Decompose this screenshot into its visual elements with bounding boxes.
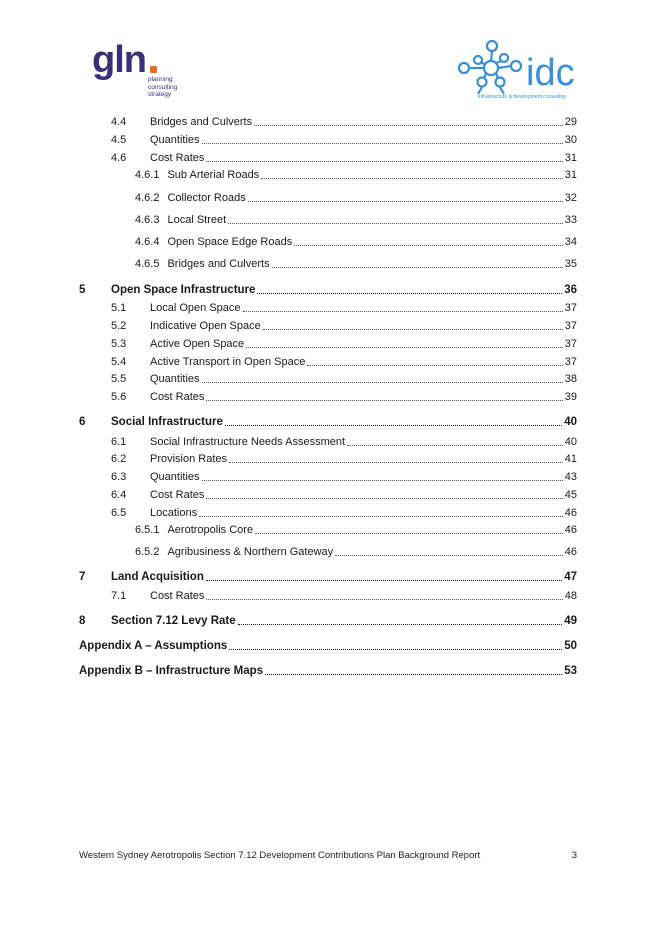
toc-entry[interactable] xyxy=(79,637,577,653)
idc-logo-tagline: infrastructure & development consulting xyxy=(478,94,566,100)
toc-dot-leader xyxy=(202,381,563,383)
toc-entry-title: Cost Rates xyxy=(150,489,205,501)
toc-entry-page: 36 xyxy=(564,284,577,296)
toc-entry-page: 46 xyxy=(564,524,577,536)
toc-entry[interactable] xyxy=(111,433,577,449)
toc-entry-number: 4.6.4 xyxy=(135,236,160,248)
toc-entry-title: Cost Rates xyxy=(150,391,205,403)
toc-entry-page: 45 xyxy=(564,489,577,501)
footer-page-number: 3 xyxy=(571,850,577,861)
toc-entry-number: 7.1 xyxy=(111,590,127,602)
toc-entry[interactable] xyxy=(111,299,577,315)
toc-entry-page: 46 xyxy=(564,546,577,558)
toc-entry-number: 8 xyxy=(79,615,86,627)
toc-entry-page: 48 xyxy=(564,590,577,602)
toc-dot-leader xyxy=(246,346,563,348)
toc-entry-page: 31 xyxy=(564,152,577,164)
toc-entry-page: 39 xyxy=(564,391,577,403)
toc-entry-number: 5.6 xyxy=(111,391,127,403)
toc-entry-title: Active Transport in Open Space xyxy=(150,356,306,368)
toc-entry-number: 6.2 xyxy=(111,453,127,465)
toc-entry-number: 4.5 xyxy=(111,134,127,146)
toc-entry[interactable] xyxy=(79,281,577,297)
toc-entry-title xyxy=(135,235,292,249)
toc-dot-leader xyxy=(255,532,563,534)
toc-entry[interactable] xyxy=(111,468,577,484)
toc-entry-number: 6.5.1 xyxy=(135,524,160,536)
toc-dot-leader xyxy=(206,160,562,162)
toc-entry-title: Active Open Space xyxy=(150,338,245,350)
toc-entry[interactable] xyxy=(111,388,577,404)
toc-entry[interactable] xyxy=(111,335,577,351)
toc-entry[interactable] xyxy=(111,450,577,466)
toc-entry-title: Land Acquisition xyxy=(111,571,204,583)
toc-entry-number: 5 xyxy=(79,284,86,296)
toc-dot-leader xyxy=(272,266,563,268)
toc-entry-number: 4.6.2 xyxy=(135,192,160,204)
toc-dot-leader xyxy=(225,424,562,426)
toc-entry-title: Indicative Open Space xyxy=(150,320,261,332)
toc-entry[interactable] xyxy=(135,189,577,205)
toc-dot-leader xyxy=(265,673,562,675)
toc-entry-number: 6.5 xyxy=(111,507,127,519)
toc-dot-leader xyxy=(254,124,563,126)
toc-entry[interactable] xyxy=(111,370,577,386)
toc-entry-label: Collector Roads xyxy=(167,192,246,204)
toc-entry-label: Bridges and Culverts xyxy=(167,258,270,270)
toc-entry-page: 40 xyxy=(564,436,577,448)
toc-entry-title: Open Space Infrastructure xyxy=(111,284,256,296)
toc-dot-leader xyxy=(229,461,563,463)
toc-entry-page: 41 xyxy=(564,453,577,465)
toc-entry-page: 46 xyxy=(564,507,577,519)
toc-entry-number: 4.6.5 xyxy=(135,258,160,270)
toc-dot-leader xyxy=(199,515,563,517)
toc-entry-page: 43 xyxy=(564,471,577,483)
toc-entry-label: Agribusiness & Northern Gateway xyxy=(167,546,334,558)
toc-entry[interactable] xyxy=(111,149,577,165)
toc-dot-leader xyxy=(202,479,563,481)
toc-entry-number: 6.4 xyxy=(111,489,127,501)
toc-entry-title: Cost Rates xyxy=(150,590,205,602)
toc-entry[interactable] xyxy=(111,587,577,603)
toc-entry-number: 4.6.3 xyxy=(135,214,160,226)
toc-entry-title: Section 7.12 Levy Rate xyxy=(111,615,236,627)
toc-entry[interactable] xyxy=(111,113,577,129)
toc-dot-leader xyxy=(238,623,563,625)
idc-logo-word: idc xyxy=(526,52,575,94)
toc-dot-leader xyxy=(206,598,562,600)
toc-entry-title: Provision Rates xyxy=(150,453,228,465)
gln-logo-word: gln xyxy=(92,39,146,81)
toc-entry-title: Quantities xyxy=(150,373,200,385)
toc-entry-page: 40 xyxy=(564,416,577,428)
toc-entry-page: 53 xyxy=(564,665,577,677)
toc-entry[interactable] xyxy=(111,353,577,369)
toc-entry[interactable] xyxy=(111,317,577,333)
toc-entry-title xyxy=(135,523,253,537)
toc-entry-page: 35 xyxy=(564,258,577,270)
toc-entry-number: 7 xyxy=(79,571,86,583)
toc-entry[interactable] xyxy=(135,211,577,227)
toc-entry-title: Quantities xyxy=(150,471,200,483)
gln-logo-tagline: planning consulting strategy xyxy=(148,76,178,98)
toc-dot-leader xyxy=(243,310,563,312)
toc-entry[interactable] xyxy=(111,131,577,147)
toc-entry-title xyxy=(135,545,333,559)
toc-entry-number: 4.6 xyxy=(111,152,127,164)
toc-entry-page: 37 xyxy=(564,302,577,314)
toc-entry-title: Locations xyxy=(150,507,198,519)
toc-dot-leader xyxy=(206,497,562,499)
toc-entry-page: 33 xyxy=(564,214,577,226)
toc-entry-number: 5.4 xyxy=(111,356,127,368)
toc-entry-page: 31 xyxy=(564,169,577,181)
toc-entry-number: 5.1 xyxy=(111,302,127,314)
toc-entry-number: 6.5.2 xyxy=(135,546,160,558)
toc-entry-page: 30 xyxy=(564,134,577,146)
toc-entry-page: 47 xyxy=(564,571,577,583)
toc-entry-number: 6.1 xyxy=(111,436,127,448)
toc-entry-title xyxy=(135,257,270,271)
toc-entry-title: Social Infrastructure xyxy=(111,416,223,428)
toc-entry-title: Appendix A – Assumptions xyxy=(79,640,228,652)
toc-entry-label: Local Street xyxy=(167,214,227,226)
toc-dot-leader xyxy=(294,244,563,246)
toc-entry-number: 5.3 xyxy=(111,338,127,350)
toc-entry-title: Social Infrastructure Needs Assessment xyxy=(150,436,346,448)
toc-entry-number: 5.2 xyxy=(111,320,127,332)
toc-dot-leader xyxy=(335,554,563,556)
toc-dot-leader xyxy=(257,292,562,294)
toc-entry-title xyxy=(135,191,246,205)
toc-entry-page: 37 xyxy=(564,356,577,368)
toc-entry-label: Sub Arterial Roads xyxy=(167,169,260,181)
toc-dot-leader xyxy=(229,648,562,650)
toc-dot-leader xyxy=(307,364,562,366)
toc-entry[interactable] xyxy=(79,662,577,678)
toc-entry-page: 49 xyxy=(564,615,577,627)
toc-entry[interactable] xyxy=(135,233,577,249)
toc-entry-page: 38 xyxy=(564,373,577,385)
toc-dot-leader xyxy=(202,142,563,144)
toc-entry-page: 37 xyxy=(564,338,577,350)
toc-entry-number: 4.6.1 xyxy=(135,169,160,181)
toc-entry-title xyxy=(135,168,259,182)
toc-entry-title: Cost Rates xyxy=(150,152,205,164)
toc-entry-page: 50 xyxy=(564,640,577,652)
toc-entry-title: Bridges and Culverts xyxy=(150,116,253,128)
toc-dot-leader xyxy=(206,579,562,581)
toc-dot-leader xyxy=(248,200,563,202)
toc-entry-title: Local Open Space xyxy=(150,302,241,314)
toc-entry[interactable] xyxy=(135,543,577,559)
toc-entry[interactable] xyxy=(111,486,577,502)
toc-entry[interactable] xyxy=(79,568,577,584)
toc-dot-leader xyxy=(263,328,563,330)
toc-entry-title: Quantities xyxy=(150,134,200,146)
toc-entry-label: Open Space Edge Roads xyxy=(167,236,293,248)
toc-entry-label: Aerotropolis Core xyxy=(167,524,254,536)
toc-entry[interactable] xyxy=(135,521,577,537)
toc-entry[interactable] xyxy=(135,255,577,271)
toc-entry[interactable] xyxy=(79,413,577,429)
toc-entry-title xyxy=(135,213,226,227)
toc-entry-number: 6 xyxy=(79,416,86,428)
toc-entry[interactable] xyxy=(79,612,577,628)
toc-entry[interactable] xyxy=(111,504,577,520)
toc-dot-leader xyxy=(206,399,562,401)
toc-entry-page: 37 xyxy=(564,320,577,332)
toc-entry-number: 6.3 xyxy=(111,471,127,483)
toc-entry-page: 34 xyxy=(564,236,577,248)
footer-title: Western Sydney Aerotropolis Section 7.12 Development Contributions Plan Background Report xyxy=(79,850,481,861)
toc-entry[interactable] xyxy=(135,166,577,182)
toc-entry-page: 29 xyxy=(564,116,577,128)
toc-entry-number: 5.5 xyxy=(111,373,127,385)
toc-dot-leader xyxy=(261,177,563,179)
toc-entry-page: 32 xyxy=(564,192,577,204)
toc-dot-leader xyxy=(228,222,563,224)
toc-entry-number: 4.4 xyxy=(111,116,127,128)
toc-entry-title: Appendix B – Infrastructure Maps xyxy=(79,665,264,677)
toc-dot-leader xyxy=(347,444,563,446)
